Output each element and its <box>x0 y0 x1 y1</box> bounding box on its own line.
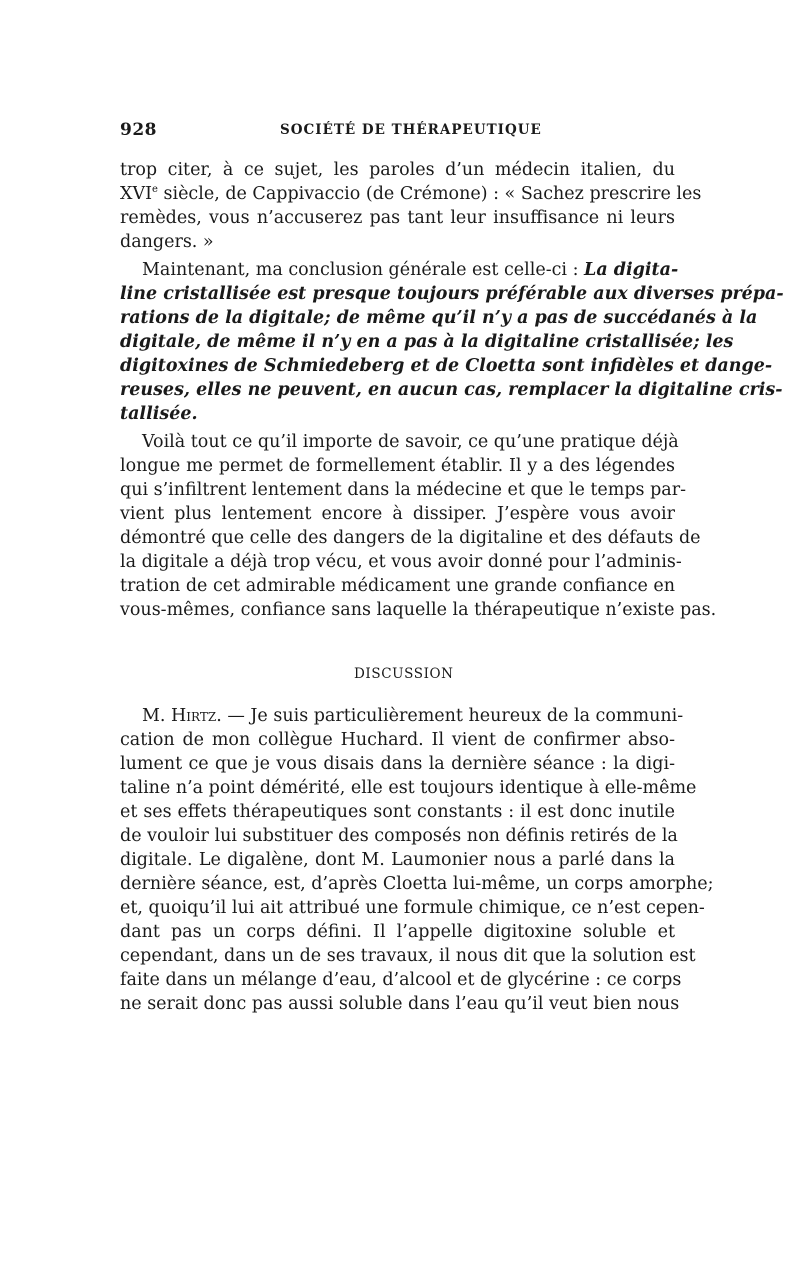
text-fragment: Maintenant, ma conclusion générale est celle-ci : <box>142 260 585 280</box>
text-line <box>142 258 679 282</box>
italic-line: reuses, elles ne peuvent, en aucun cas, remplacer la digitaline cris- <box>120 380 783 400</box>
text-line: cation de mon collègue Huchard. Il vient de confirmer abso- <box>120 730 675 750</box>
text-fragment: siècle, de Cappivaccio (de Crémone) : « Sachez prescrire les <box>157 184 702 204</box>
italic-line: digitale, de même il n’y en a pas à la digitaline cristallisée; les <box>120 332 734 352</box>
text-line: digitale. Le digalène, dont M. Laumonier nous a parlé dans la <box>120 850 675 870</box>
text-line: cependant, dans un de ses travaux, il nous dit que la solution est <box>120 946 696 966</box>
text-line: taline n’a point démérité, elle est toujours identique à elle-même <box>120 778 697 798</box>
text-line: longue me permet de formellement établir. Il y a des légendes <box>120 456 675 476</box>
running-title: SOCIÉTÉ DE THÉRAPEUTIQUE <box>280 122 542 138</box>
text-line: vous-mêmes, confiance sans laquelle la thérapeutique n’existe pas. <box>120 600 717 620</box>
italic-line: digitoxines de Schmiedeberg et de Cloetta sont infidèles et dange- <box>120 356 773 376</box>
superscript: e <box>152 184 158 196</box>
text-line: remèdes, vous n’accuserez pas tant leur insuffisance ni leurs <box>120 208 675 228</box>
text-line: de vouloir lui substituer des composés non définis retirés de la <box>120 826 678 846</box>
text-line: dernière séance, est, d’après Cloetta lui-même, un corps amorphe; <box>120 874 714 894</box>
italic-line: rations de la digitale; de même qu’il n’y a pas de succédanés à la <box>120 308 758 328</box>
text-line: vient plus lentement encore à dissiper. J’espère vous avoir <box>120 504 675 524</box>
italic-fragment: La digita- <box>584 260 679 280</box>
text-line: dangers. » <box>120 232 214 252</box>
speaker-name: M. Hirtz. <box>142 706 222 726</box>
page-header <box>120 120 680 144</box>
text-line: et ses effets thérapeutiques sont constants : il est donc inutile <box>120 802 675 822</box>
text-line: démontré que celle des dangers de la digitaline et des défauts de <box>120 528 701 548</box>
italic-line: tallisée. <box>120 404 198 424</box>
text-line: tration de cet admirable médicament une grande confiance en <box>120 576 676 596</box>
text-line <box>142 704 684 728</box>
text-line: la digitale a déjà trop vécu, et vous avoir donné pour l’adminis- <box>120 552 682 572</box>
text-line: lument ce que je vous disais dans la dernière séance : la digi- <box>120 754 675 774</box>
text-line: qui s’infiltrent lentement dans la médecine et que le temps par- <box>120 480 687 500</box>
text-line: faite dans un mélange d’eau, d’alcool et de glycérine : ce corps <box>120 970 682 990</box>
century-numeral: XVI <box>120 184 153 204</box>
text-line <box>120 182 702 206</box>
text-line: ne serait donc pas aussi soluble dans l’eau qu’il veut bien nous <box>120 994 680 1014</box>
text-line: et, quoiqu’il lui ait attribué une formule chimique, ce n’est cepen- <box>120 898 705 918</box>
text-line: Voilà tout ce qu’il importe de savoir, ce qu’une pratique déjà <box>142 432 679 452</box>
section-heading: DISCUSSION <box>354 666 454 682</box>
italic-line: line cristallisée est presque toujours préférable aux diverses prépa- <box>120 284 784 304</box>
page-number: 928 <box>120 120 157 140</box>
text-fragment: — Je suis particulièrement heureux de la communi- <box>221 706 684 726</box>
text-line: trop citer, à ce sujet, les paroles d’un médecin italien, du <box>120 160 675 180</box>
text-line: dant pas un corps défini. Il l’appelle digitoxine soluble et <box>120 922 675 942</box>
